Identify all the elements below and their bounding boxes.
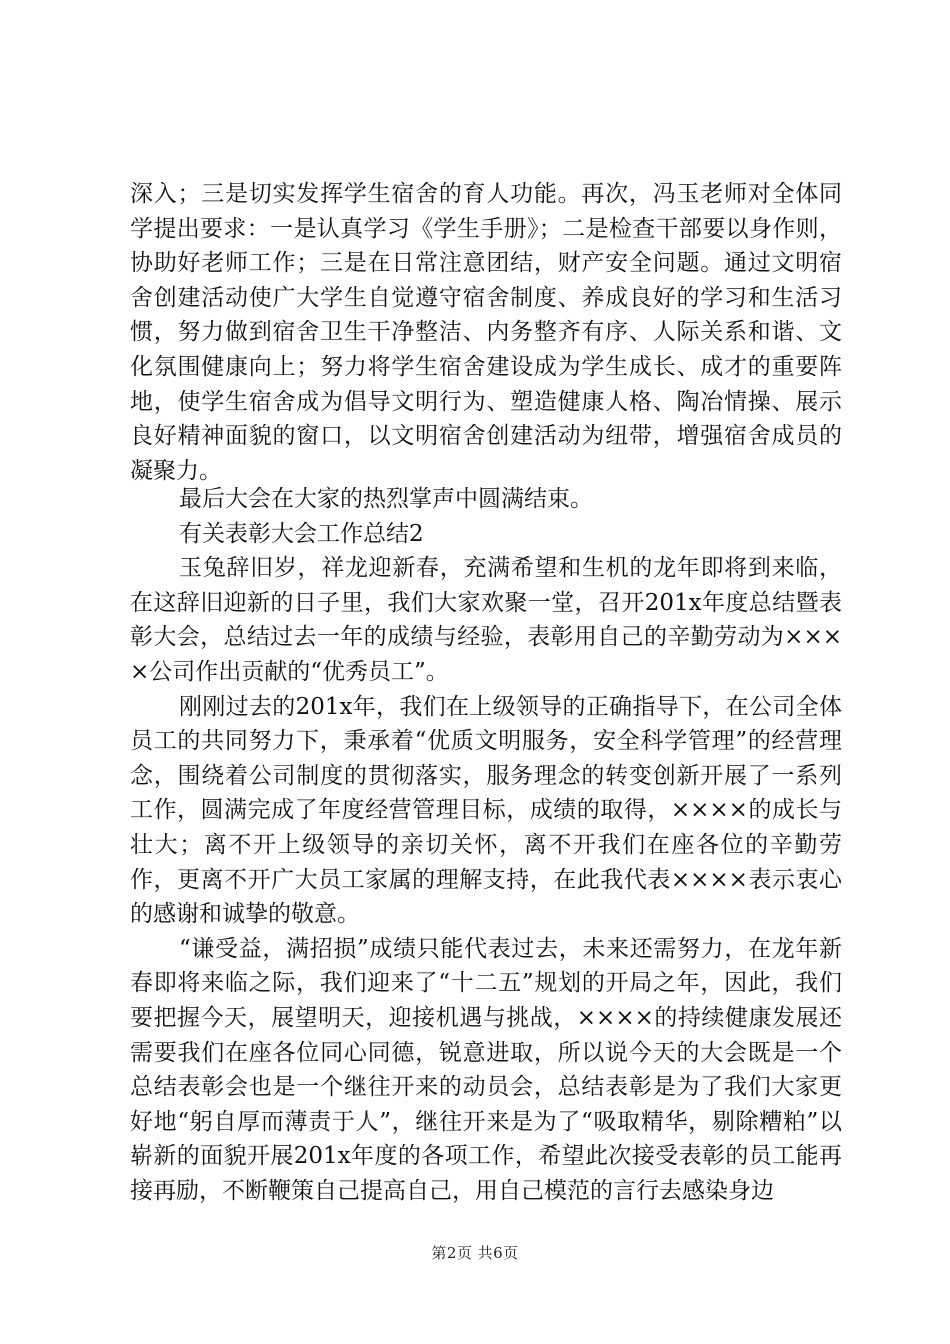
paragraph-3: 玉兔辞旧岁，祥龙迎新春，充满希望和生机的龙年即将到来临，在这辞旧迎新的日子里，我们大家欢聚一堂，召开201x年度总结暨表彰大会，总结过去一年的成绩与经验，表彰用自己的辛勤劳动为××××公司作出贡献的“优秀员工”。 (130, 555, 842, 685)
body-text-top (130, 177, 842, 488)
paragraph-5: “谦受益，满招损”成绩只能代表过去，未来还需努力，在龙年新春即将来临之际，我们迎来了“十二五”规划的开局之年，因此，我们要把握今天，展望明天，迎接机遇与挑战，××××的持续健康发展还需要我们在座各位同心同德，锐意进取，所以说今天的大会既是一个总结表彰会也是一个继往开来的动员会，总结表彰是为了我们大家更好地“躬自厚而薄责于人”，继往开来是为了“吸取精华，剔除糟粕”以崭新的面貌开展201x年度的各项工作，希望此次接受表彰的员工能再接再励，不断鞭策自己提高自己，用自己模范的言行去感染身边 (130, 935, 842, 1204)
page-indicator: 第2页 共6页 (431, 1244, 519, 1262)
paragraph-4: 刚刚过去的201x年，我们在上级领导的正确指导下，在公司全体员工的共同努力下，秉承着“优质文明服务，安全科学管理”的经营理念，围绕着公司制度的贯彻落实，服务理念的转变创新开展了一系列工作，圆满完成了年度经营管理目标，成绩的取得，××××的成长与壮大；离不开上级领导的亲切关怀，离不开我们在座各位的辛勤劳作，更离不开广大员工家属的理解支持，在此我代表××××表示衷心的感谢和诚挚的敬意。 (130, 693, 842, 928)
paragraph-1: 深入；三是切实发挥学生宿舍的育人功能。再次，冯玉老师对全体同学提出要求：一是认真学习《学生手册》；二是检查干部要以身作则，协助好老师工作；三是在日常注意团结，财产安全问题。通过文明宿舍创建活动使广大学生自觉遵守宿舍制度、养成良好的学习和生活习惯，努力做到宿舍卫生干净整洁、内务整齐有序、人际关系和谐、文化氛围健康向上；努力将学生宿舍建设成为学生成长、成才的重要阵地，使学生宿舍成为倡导文明行为、塑造健康人格、陶冶情操、展示良好精神面貌的窗口，以文明宿舍创建活动为纽带，增强宿舍成员的凝聚力。 (130, 181, 842, 484)
paragraph-2: 最后大会在大家的热烈掌声中圆满结束。 (179, 486, 593, 512)
body-text-main (130, 482, 842, 1208)
section-title: 有关表彰大会工作总结2 (179, 520, 424, 547)
page-footer (0, 1242, 950, 1263)
